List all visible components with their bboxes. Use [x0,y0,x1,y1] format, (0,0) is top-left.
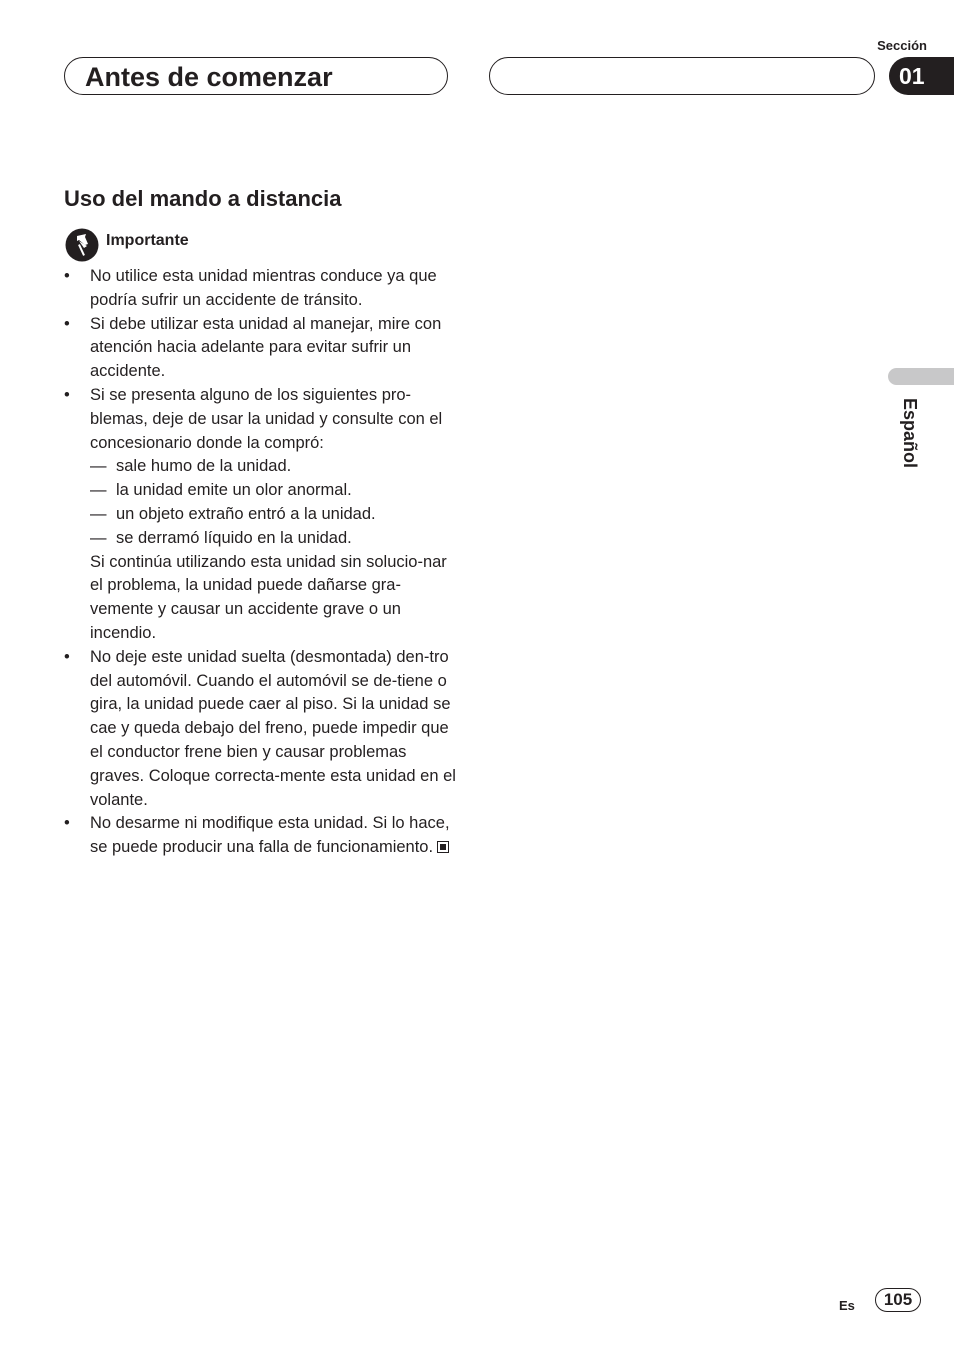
list-item [64,384,464,455]
list-item [64,265,464,313]
sub-list-item-text: un objeto extraño entró a la unidad. [116,504,376,523]
language-code: Es [839,1298,855,1313]
sub-list-item-text: se derramó líquido en la unidad. [116,528,352,547]
chapter-title-box [64,57,448,95]
list-item [64,313,464,384]
list-item-text: No deje este unidad suelta (desmontada) den-tro del automóvil. Cuando el automóvil se de-tiene o gira, la unidad puede caer al piso. Si la unidad se cae y queda debajo del freno, puede impedir que el conductor frene bien y causar problemas graves. Coloque correcta-mente esta unidad en el volante. [90,647,456,809]
sub-list-item-text: la unidad emite un olor anormal. [116,481,352,500]
dash-mark: — [90,504,107,523]
important-list [64,265,464,860]
bullet-mark: • [64,814,70,833]
dash-mark: — [90,528,107,547]
important-label: Importante [106,232,189,249]
pushpin-icon [65,228,99,262]
sub-list-item [64,455,464,479]
bullet-mark: • [64,267,70,285]
language-label: Español [900,398,920,469]
list-item-text: No desarme ni modifique esta unidad. Si lo hace, se puede producir una falla de funcionamiento. [90,814,450,857]
chapter-title: Antes de comenzar [85,62,333,92]
section-label: Sección [877,38,927,53]
section-number: 01 [889,57,954,95]
blank-header-box [489,57,875,95]
dash-mark: — [90,481,107,500]
bullet-mark: • [64,647,70,666]
list-item-text: Si se presenta alguno de los siguientes pro-blemas, deje de usar la unidad y consulte con el concesionario donde la compró: [90,385,443,452]
list-item [64,812,464,860]
list-item-text: No utilice esta unidad mientras conduce ya que podría sufrir un accidente de tránsito. [90,267,437,309]
dash-mark: — [90,457,107,476]
list-item [64,646,464,813]
bullet-mark: • [64,385,70,404]
page-number: 105 [875,1288,921,1312]
end-of-section-icon [437,841,449,853]
section-heading: Uso del mando a distancia [64,186,342,211]
continuation-text: Si continúa utilizando esta unidad sin solucio-nar el problema, la unidad puede dañarse gra-vemente y causar un accidente grave o un incendio. [90,552,447,642]
list-item-text: Si debe utilizar esta unidad al manejar, mire con atención hacia adelante para evitar sufrir un accidente. [90,314,442,381]
sub-list-item [64,527,464,551]
sub-list-item-text: sale humo de la unidad. [116,457,292,476]
sub-list-item [64,503,464,527]
language-tab [888,368,954,385]
sub-list-item [64,479,464,503]
bullet-mark: • [64,314,70,333]
